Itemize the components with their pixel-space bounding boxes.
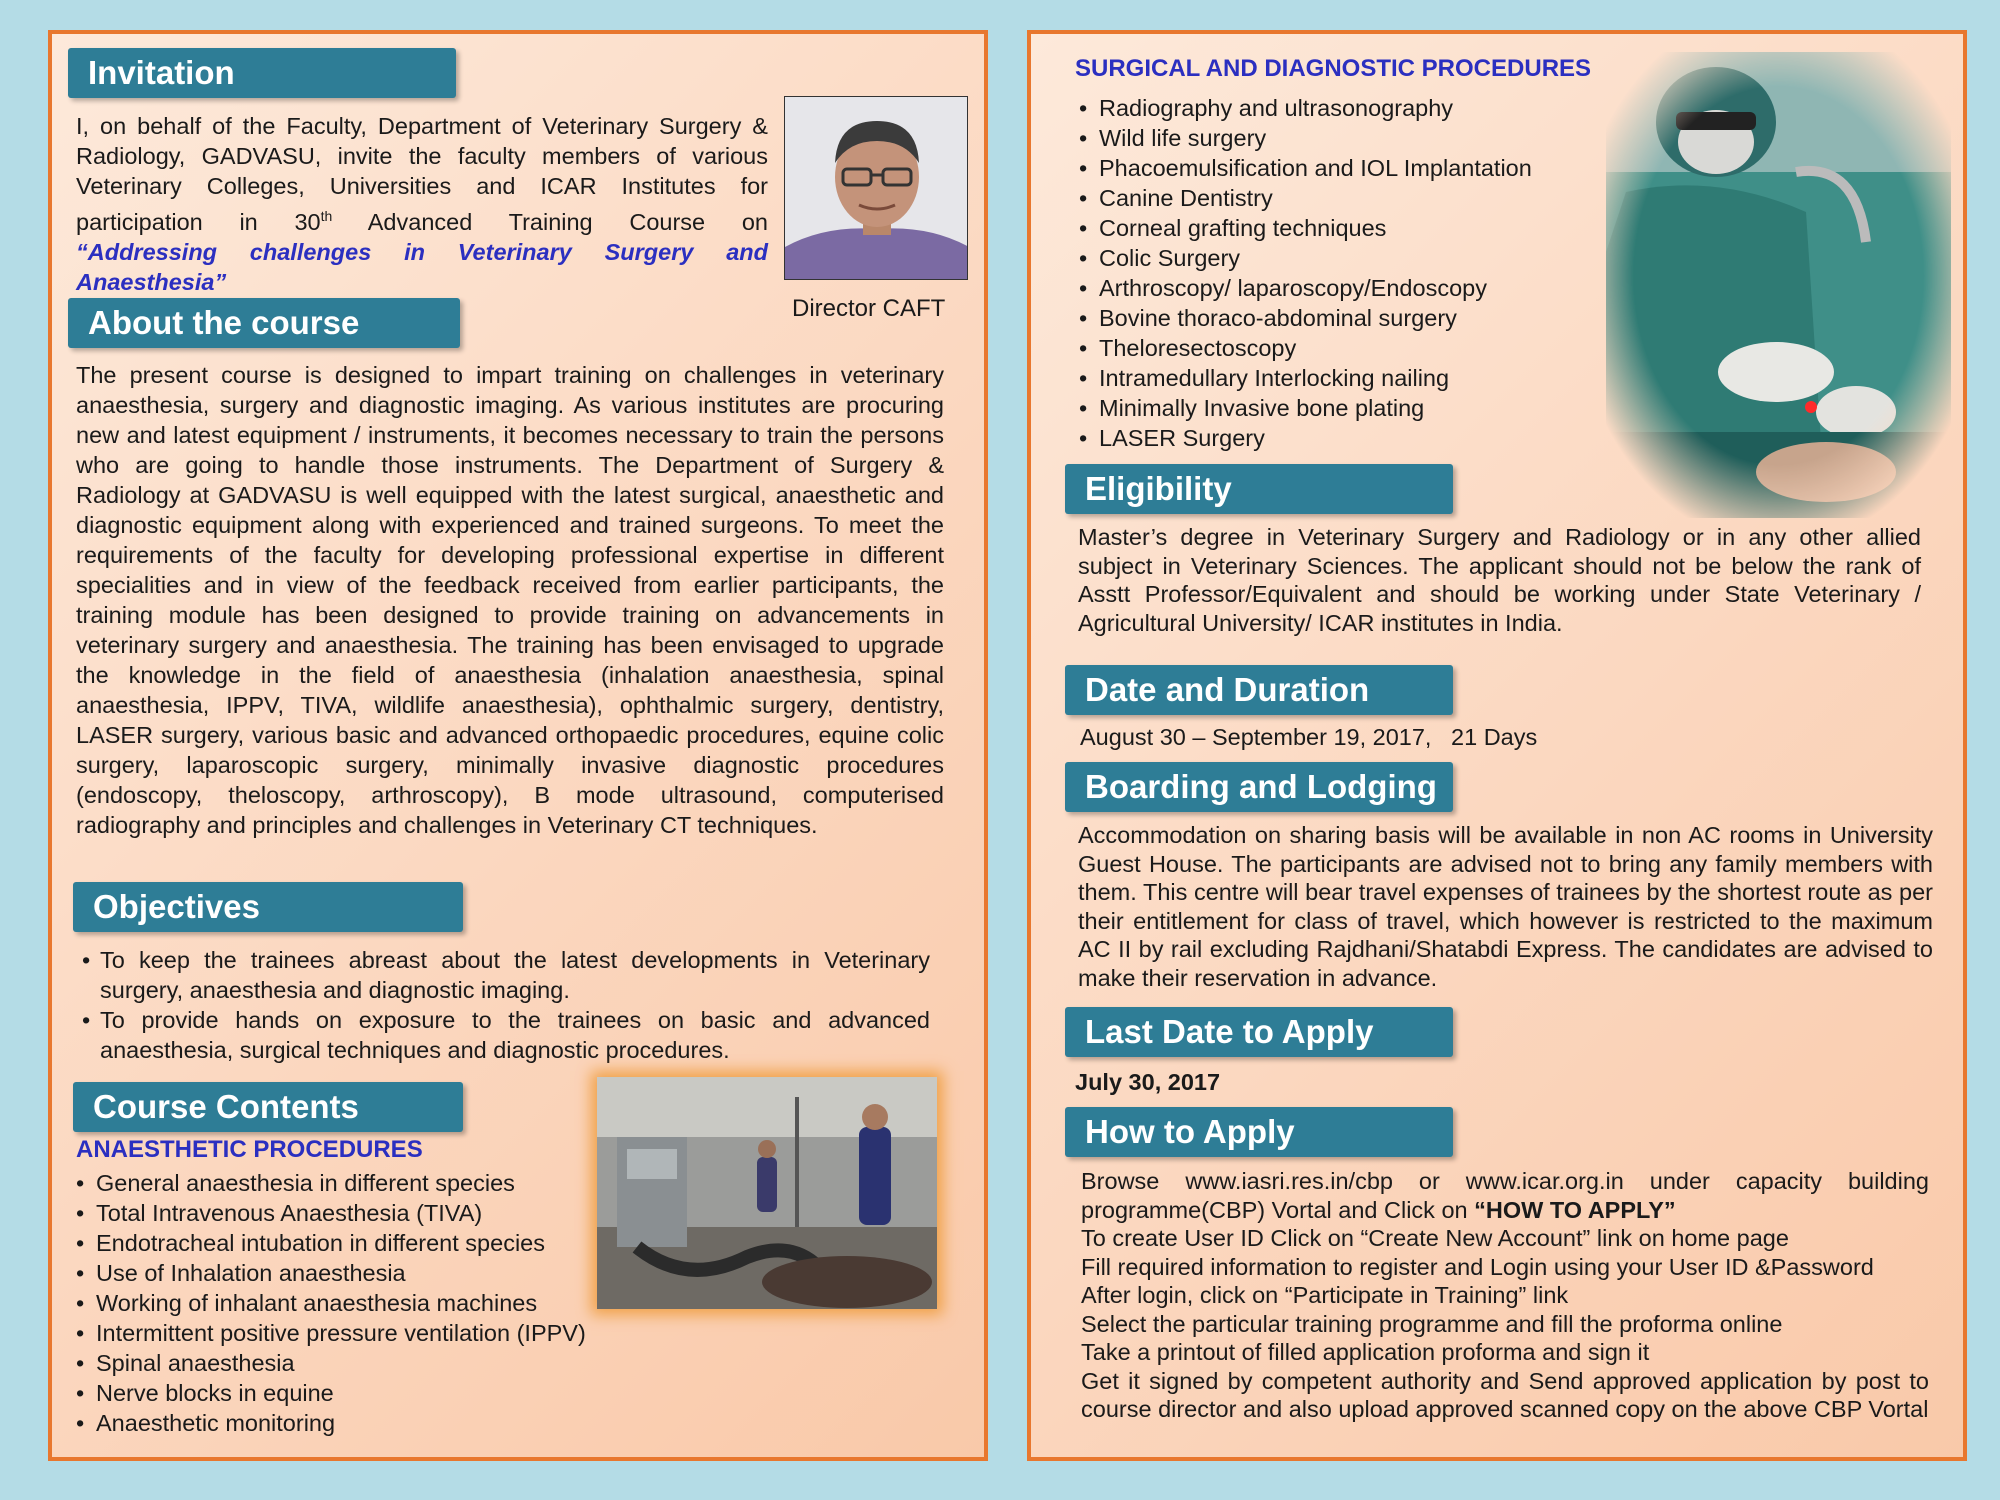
surgery-illustration — [1606, 52, 1951, 518]
participation-pre: participation in 30 — [76, 208, 321, 235]
objective-item: • To provide hands on exposure to the trainees on basic and advanced anaesthesia, surgical techniques and diagnostic procedures. — [78, 1005, 930, 1065]
eligibility-heading: Eligibility — [1065, 464, 1453, 514]
list-item: • Minimally Invasive bone plating — [1077, 393, 1532, 423]
apply-step: Fill required information to register and Login using your User ID &Password — [1081, 1253, 1874, 1280]
date-duration-heading: Date and Duration — [1065, 665, 1453, 715]
course-title-line: Anaesthesia” — [76, 268, 227, 295]
anaesthesia-lab-photo — [597, 1077, 937, 1309]
objectives-list — [78, 945, 930, 1065]
anaesthetic-procedures-heading: ANAESTHETIC PROCEDURES — [76, 1136, 423, 1163]
boarding-lodging-heading: Boarding and Lodging — [1065, 762, 1453, 812]
boarding-lodging-text: Accommodation on sharing basis will be available in non AC rooms in University Guest House. The participants are advised not to bring any family members with them. This centre will bear travel expenses of trainees by the shortest route as per their entitlement for class of travel, which however is restricted to the maximum AC II by rail excluding Rajdhani/Shatabdi Express. The candidates are advised to make their reservation in advance. — [1078, 822, 1933, 991]
apply-step: After login, click on “Participate in Training” link — [1081, 1282, 1569, 1308]
how-to-apply-intro-text: Browse www.iasri.res.in/cbp or www.icar.org.in under capacity building programme(CBP) Vortal and Click on — [1081, 1168, 1929, 1223]
how-to-apply-heading: How to Apply — [1065, 1107, 1453, 1157]
list-item: • Canine Dentistry — [1077, 183, 1532, 213]
about-text: The present course is designed to impart training on challenges in veterinary anaesthesia, surgery and diagnostic imaging. As various institutes are procuring new and latest equipment / instruments, it becomes necessary to train the persons who are going to handle those instruments. The Department of Surgery & Radiology at GADVASU is well equipped with the latest surgical, anaesthetic and diagnostic equipment along with experienced and trained surgeons. To meet the requirements of the faculty for developing professional expertise in different specialities and in view of the feedback received from earlier participants, the training module has been designed to provide training on advancements in veterinary surgery and anaesthesia. The training has been envisaged to upgrade the knowledge in the field of anaesthesia (inhalation anaesthesia, spinal anaesthesia, IPPV, TIVA, wildlife anaesthesia), ophthalmic surgery, dentistry, LASER surgery, various basic and advanced orthopaedic procedures, equine colic surgery, laparoscopic surgery, minimally invasive diagnostic procedures (endoscopy, theloscopy, arthroscopy), B mode ultrasound, computerised radiography and principles and challenges in Veterinary CT techniques. — [76, 362, 944, 838]
participation-post: Advanced Training Course on — [332, 208, 768, 235]
list-item: • Intermittent positive pressure ventilation (IPPV) — [74, 1318, 586, 1348]
list-item: • Radiography and ultrasonography — [1077, 93, 1532, 123]
list-item: • Bovine thoraco-abdominal surgery — [1077, 303, 1532, 333]
list-item: • Phacoemulsification and IOL Implantation — [1077, 153, 1532, 183]
director-portrait — [784, 96, 968, 280]
list-item: • Anaesthetic monitoring — [74, 1408, 586, 1438]
invitation-line: Radiology, GADVASU, invite the faculty members of various — [76, 143, 768, 169]
about-heading: About the course — [68, 298, 460, 348]
portrait-illustration — [785, 97, 968, 280]
surgical-procedures-heading: SURGICAL AND DIAGNOSTIC PROCEDURES — [1075, 55, 1592, 82]
list-item: • Theloresectoscopy — [1077, 333, 1532, 363]
how-to-apply-bold: “HOW TO APPLY” — [1474, 1196, 1676, 1223]
list-item: • Colic Surgery — [1077, 243, 1532, 273]
list-item: • Corneal grafting techniques — [1077, 213, 1532, 243]
list-item: • LASER Surgery — [1077, 423, 1532, 453]
surgical-procedures-list — [1077, 93, 1532, 453]
list-item: • Endotracheal intubation in different species — [74, 1228, 586, 1258]
date-duration-text: August 30 – September 19, 2017, 21 Days — [1080, 724, 1538, 750]
course-title-line: “Addressing challenges in Veterinary Surgery and — [76, 238, 768, 265]
lab-illustration — [597, 1077, 937, 1309]
last-date-heading: Last Date to Apply — [1065, 1007, 1453, 1057]
invitation-heading: Invitation — [68, 48, 456, 98]
list-item: • General anaesthesia in different species — [74, 1168, 586, 1198]
apply-step: Get it signed by competent authority and Send approved application by post to course director and also upload approved scanned copy on the above CBP Vortal — [1081, 1367, 1929, 1422]
list-item: • Total Intravenous Anaesthesia (TIVA) — [74, 1198, 586, 1228]
course-contents-heading: Course Contents — [73, 1082, 463, 1132]
invitation-text — [76, 111, 768, 297]
how-to-apply-text — [1081, 1167, 1929, 1424]
apply-step: To create User ID Click on “Create New Account” link on home page — [1081, 1225, 1789, 1251]
list-item: • Spinal anaesthesia — [74, 1348, 586, 1378]
objective-item: • To keep the trainees abreast about the latest developments in Veterinary surgery, anaesthesia and diagnostic imaging. — [78, 945, 930, 1005]
list-item: • Wild life surgery — [1077, 123, 1532, 153]
last-date-value: July 30, 2017 — [1075, 1069, 1221, 1095]
invitation-line: Veterinary Colleges, Universities and ICAR Institutes for — [76, 173, 768, 199]
invitation-line: I, on behalf of the Faculty, Department of Veterinary Surgery & — [76, 113, 768, 139]
how-to-apply-intro — [1081, 1167, 1929, 1224]
participation-line — [76, 201, 768, 237]
list-item: • Working of inhalant anaesthesia machines — [74, 1288, 586, 1318]
list-item: • Arthroscopy/ laparoscopy/Endoscopy — [1077, 273, 1532, 303]
anaesthetic-procedures-list — [74, 1168, 586, 1438]
objectives-heading: Objectives — [73, 882, 463, 932]
participation-sup: th — [320, 208, 333, 224]
portrait-caption: Director CAFT — [792, 295, 946, 322]
list-item: • Use of Inhalation anaesthesia — [74, 1258, 586, 1288]
apply-step: Select the particular training programme and fill the proforma online — [1081, 1310, 1783, 1337]
surgery-photo — [1606, 52, 1951, 518]
eligibility-text: Master’s degree in Veterinary Surgery and Radiology or in any other allied subject in Veterinary Sciences. The applicant should not be below the rank of Asstt Professor/Equivalent and should be working under State Veterinary / Agricultural University/ ICAR institutes in India. — [1078, 524, 1921, 636]
apply-step: Take a printout of filled application proforma and sign it — [1081, 1339, 1650, 1365]
list-item: • Nerve blocks in equine — [74, 1378, 586, 1408]
list-item: • Intramedullary Interlocking nailing — [1077, 363, 1532, 393]
